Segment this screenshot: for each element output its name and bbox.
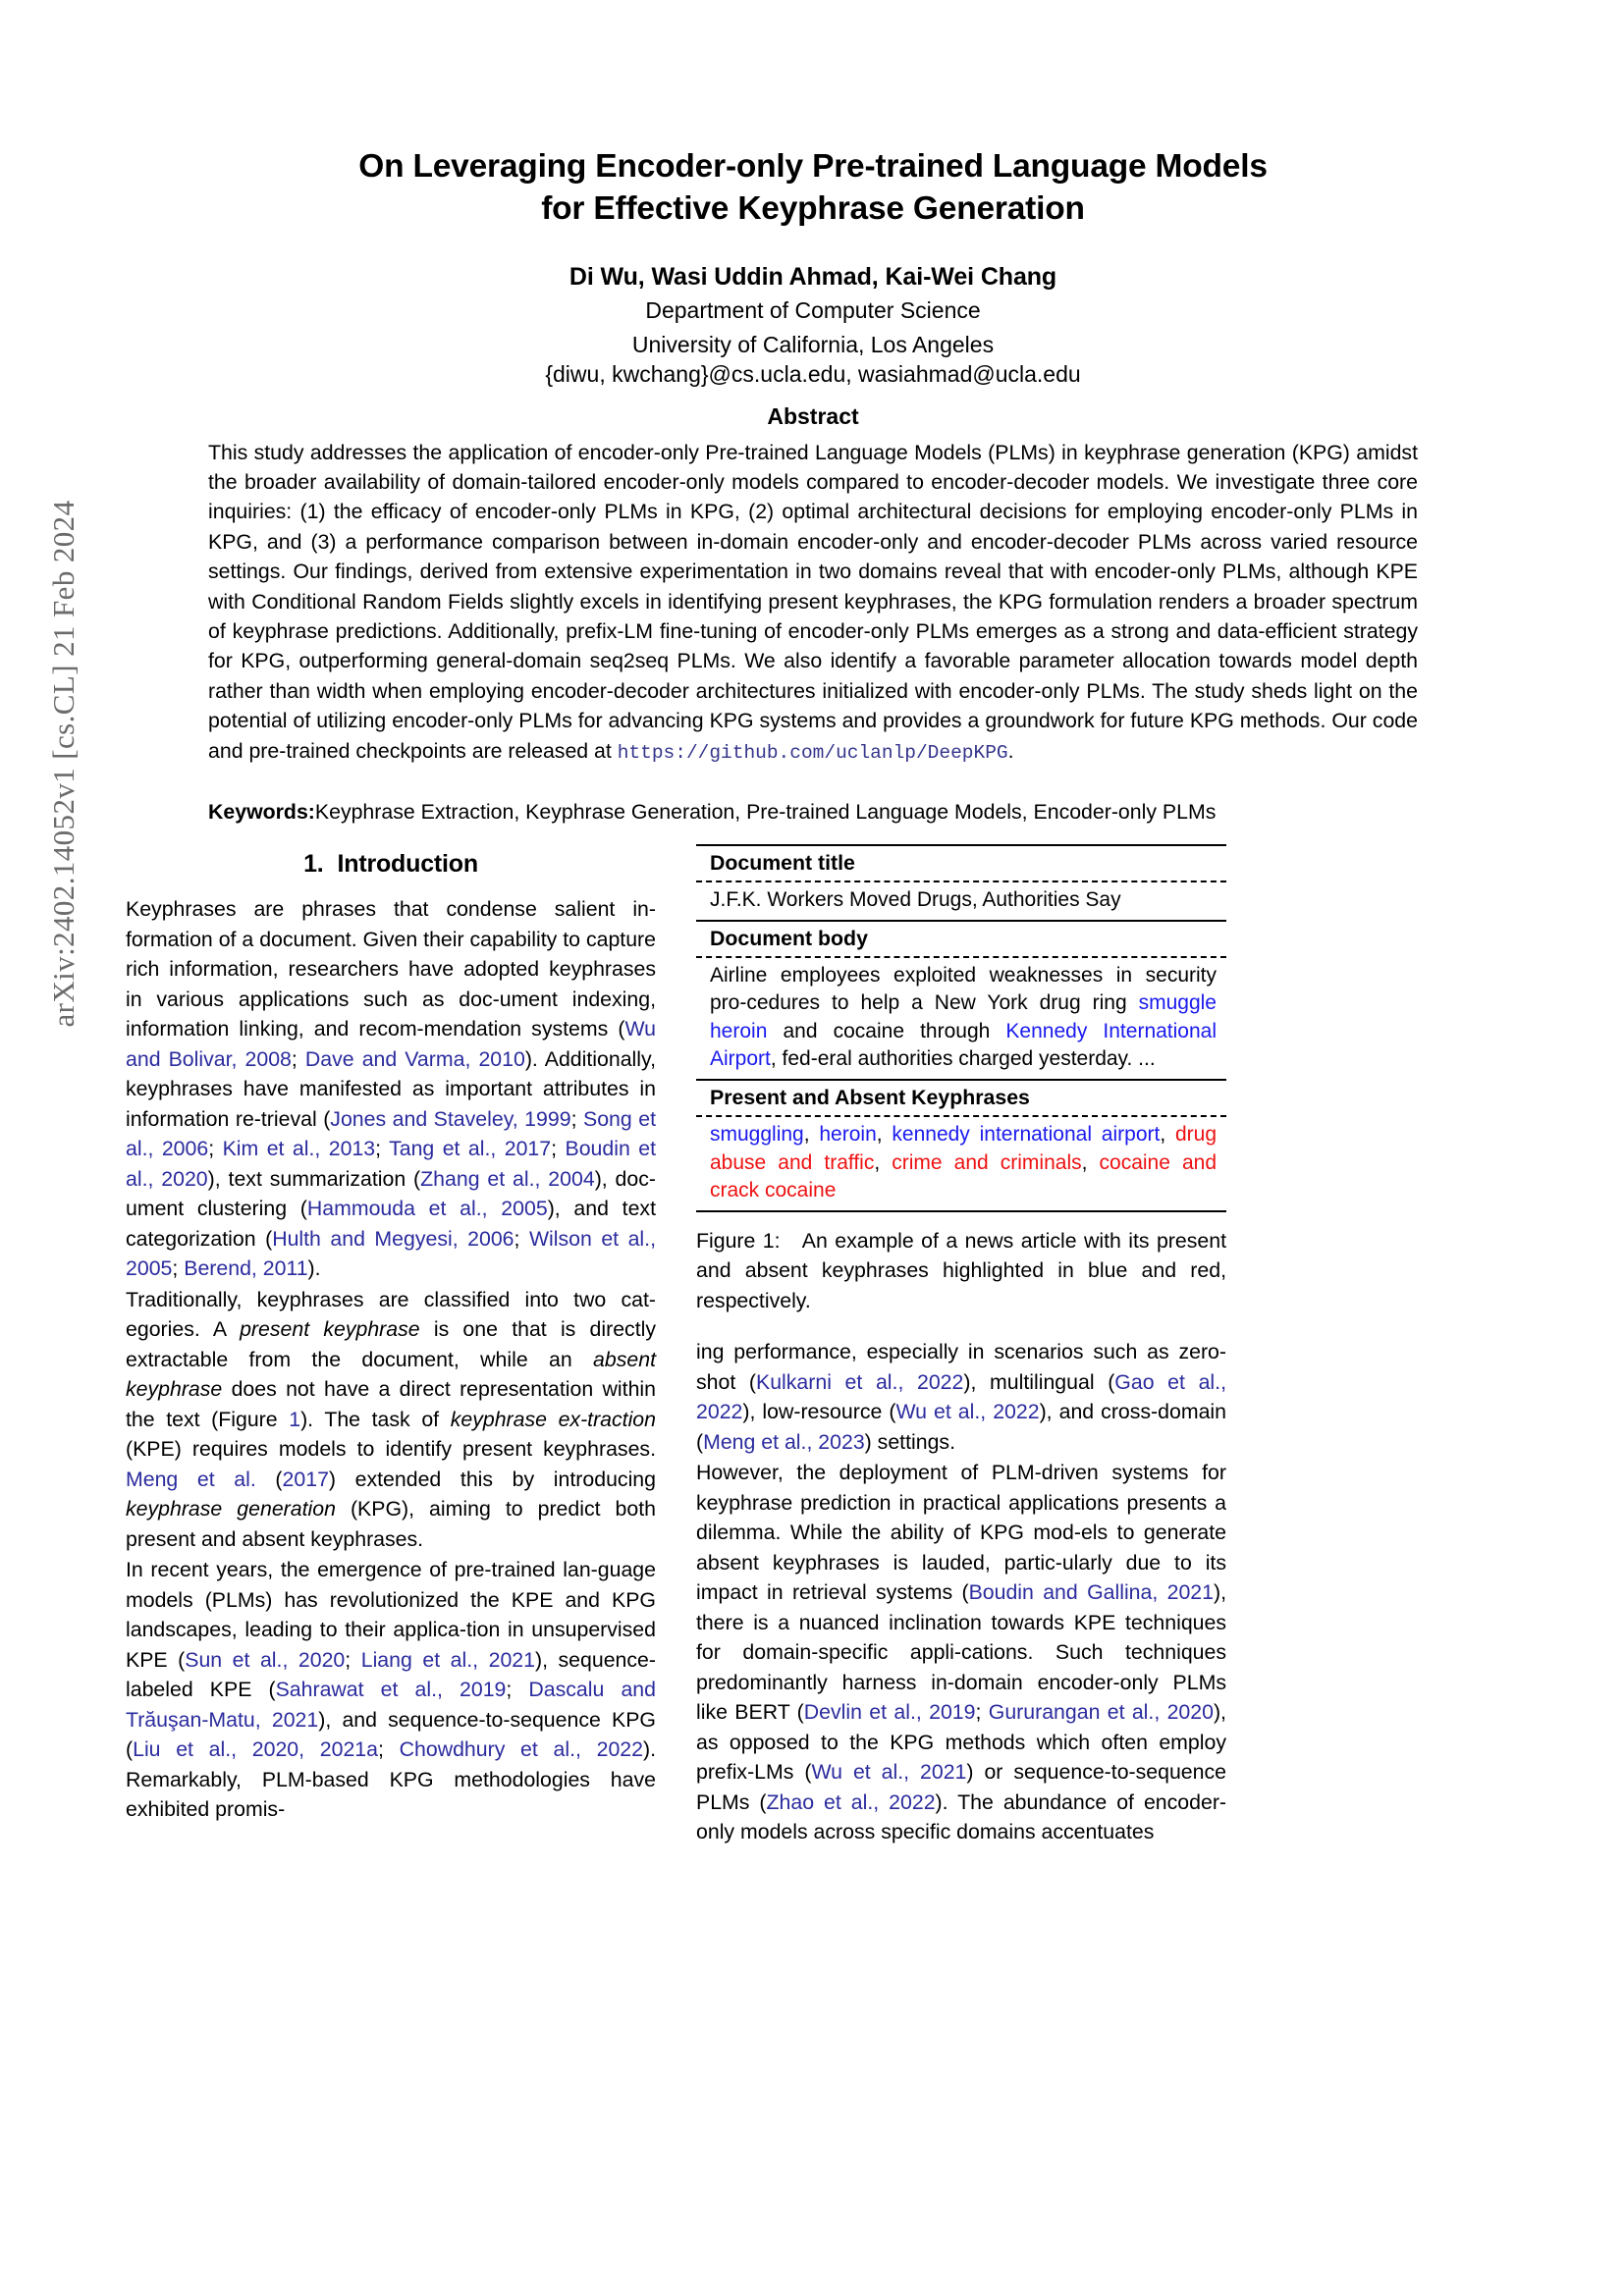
- citation-link[interactable]: 2017: [282, 1467, 329, 1491]
- body-text: does not have a direct representation within the text (Figure: [126, 1377, 656, 1431]
- section-1-heading: [126, 850, 656, 879]
- body-text: ), there is a nuanced inclination towards KPE techniques for domain-specific appli-cations. Such techniques predominantly harness in-domain encoder-only PLMs like BERT (: [696, 1580, 1227, 1725]
- body-text: ;: [291, 1046, 305, 1071]
- body-text: ing performance, especially in scenarios such as zero-shot (: [696, 1340, 1226, 1394]
- highlighted-present-keyphrase: smuggle heroin: [710, 991, 1217, 1042]
- citation-link[interactable]: Zhao et al., 2022: [766, 1789, 936, 1814]
- citation-link[interactable]: Dascalu and Trăuşan-Matu, 2021: [126, 1678, 656, 1732]
- citation-link[interactable]: Kulkarni et al., 2022: [755, 1369, 964, 1394]
- abstract-body: [208, 438, 1418, 768]
- citation-link[interactable]: Boudin and Gallina, 2021: [968, 1580, 1214, 1605]
- figure-row-header-document-title: Document title: [710, 851, 855, 875]
- body-text: (: [255, 1467, 283, 1491]
- emphasis-text: keyphrase generation: [126, 1497, 336, 1521]
- body-text: ), doc-ument clustering (: [126, 1166, 656, 1220]
- keyphrase-separator: ,: [874, 1150, 893, 1174]
- title-block: [126, 0, 1500, 390]
- figure-cell-keyphrases: [696, 1117, 1226, 1210]
- body-text: ;: [208, 1137, 223, 1160]
- keyphrase-separator: ,: [1081, 1150, 1100, 1174]
- keywords-line: [208, 797, 1418, 827]
- keyphrase-separator: ,: [1160, 1122, 1175, 1146]
- present-keyphrase: heroin: [819, 1122, 877, 1146]
- body-text: ;: [378, 1737, 400, 1761]
- citation-link[interactable]: Liang et al., 2021: [360, 1647, 535, 1672]
- emphasis-text: keyphrase ex-traction: [450, 1407, 656, 1431]
- absent-keyphrase: cocaine and crack cocaine: [710, 1150, 1217, 1202]
- left-column: [126, 844, 656, 1848]
- affiliation-university: University of California, Los Angeles: [631, 331, 995, 357]
- abstract-text-tail: .: [1007, 738, 1014, 763]
- citation-link[interactable]: Jones and Staveley, 1999: [330, 1106, 571, 1131]
- body-text: In recent years, the emergence of pre-trained lan-guage models (PLMs) has revolutionized the KPE and KPG landscapes, leading to their applica-tion in unsupervised KPE (: [126, 1558, 656, 1672]
- body-text: (KPG), aiming to predict both present and absent keyphrases.: [126, 1497, 657, 1551]
- section-1-number: 1.: [303, 850, 324, 878]
- body-text: ).: [307, 1256, 321, 1280]
- citation-link[interactable]: Song et al., 2006: [126, 1106, 656, 1160]
- body-text: ) settings.: [864, 1429, 955, 1454]
- citation-link[interactable]: Wu and Bolivar, 2008: [126, 1017, 656, 1071]
- figure-row-header-document-body: Document body: [710, 926, 868, 950]
- citation-link[interactable]: Liu et al., 2020, 2021a: [133, 1737, 378, 1761]
- figure-cell-document-title: J.F.K. Workers Moved Drugs, Authorities Say: [710, 888, 1121, 911]
- citation-link[interactable]: Meng et al.: [126, 1467, 256, 1491]
- author-emails: {diwu, kwchang}@cs.ucla.edu, wasiahmad@ucla.edu: [545, 361, 1081, 387]
- body-text: is one that is directly extractable from the document, while an: [126, 1317, 657, 1371]
- page-title: [126, 145, 1500, 230]
- figure-cell-document-body: [696, 958, 1226, 1079]
- paper-title-line-2: for Effective Keyphrase Generation: [541, 190, 1085, 227]
- citation-link[interactable]: Gururangan et al., 2020: [988, 1700, 1214, 1725]
- abstract-heading: Abstract: [767, 402, 859, 429]
- body-text: ;: [975, 1700, 989, 1725]
- citation-link[interactable]: Zhang et al., 2004: [420, 1166, 595, 1191]
- body-text: ) extended this by introducing: [328, 1467, 656, 1491]
- body-text: ). Remarkably, PLM-based KPG methodologies have exhibited promis-: [126, 1737, 656, 1821]
- body-text: ), text summarization (: [207, 1166, 421, 1191]
- emphasis-text: present keyphrase: [240, 1317, 420, 1341]
- body-text: ). Additionally, keyphrases have manifested as important attributes in information re-trieval (: [126, 1046, 656, 1131]
- body-text: ;: [506, 1678, 529, 1701]
- affiliation-department: Department of Computer Science: [645, 297, 981, 323]
- body-text: ). The task of: [300, 1407, 451, 1431]
- body-text: Traditionally, keyphrases are classified into two cat-egories. A: [126, 1287, 656, 1341]
- body-text: However, the deployment of PLM-driven systems for keyphrase prediction in practical applications presents a dilemma. While the ability of KPG mod-els to generate absent keyphrases is lauded, partic-ularly due to its impact in retrieval systems (: [696, 1461, 1226, 1605]
- right-column: [696, 844, 1226, 1848]
- present-keyphrase: kennedy international airport: [892, 1122, 1161, 1146]
- figure-caption-text: An example of a news article with its present and absent keyphrases highlighted in blue and red, respectively.: [696, 1228, 1226, 1312]
- paragraph: [696, 1458, 1226, 1847]
- section-1-title: Introduction: [337, 850, 478, 878]
- figure-row-header-keyphrases: Present and Absent Keyphrases: [710, 1085, 1030, 1109]
- paper-page: [126, 0, 1500, 2296]
- citation-link[interactable]: Chowdhury et al., 2022: [399, 1737, 643, 1761]
- citation-link[interactable]: Berend, 2011: [184, 1256, 308, 1280]
- citation-link[interactable]: Wu et al., 2022: [895, 1400, 1040, 1424]
- body-text: ;: [551, 1137, 566, 1160]
- figure-bottom-rule: [696, 1210, 1226, 1212]
- body-text: ), as opposed to the KPG methods which often employ prefix-LMs (: [696, 1700, 1226, 1785]
- citation-link[interactable]: Tang et al., 2017: [389, 1137, 552, 1160]
- citation-link[interactable]: 1: [289, 1407, 301, 1431]
- citation-link[interactable]: Gao et al., 2022: [696, 1369, 1226, 1424]
- figure-1-caption: [696, 1226, 1226, 1316]
- citation-link[interactable]: Meng et al., 2023: [703, 1429, 865, 1454]
- body-text: ;: [514, 1226, 529, 1251]
- emphasis-text: absent keyphrase: [126, 1347, 656, 1401]
- citation-link[interactable]: Kim et al., 2013: [222, 1137, 376, 1160]
- github-url-link[interactable]: https://github.com/uclanlp/DeepKPG: [617, 741, 1008, 764]
- body-text: ;: [172, 1256, 185, 1280]
- paragraph: [126, 894, 656, 1284]
- body-text: ), and text categorization (: [126, 1197, 657, 1251]
- keywords-label: Keywords:: [208, 799, 315, 824]
- document-body-text: and cocaine through: [767, 1019, 1006, 1042]
- keywords-value: Keyphrase Extraction, Keyphrase Generation, Pre-trained Language Models, Encoder-only PLMs: [314, 799, 1217, 824]
- citation-link[interactable]: Sun et al., 2020: [185, 1647, 346, 1672]
- abstract-text: This study addresses the application of encoder-only Pre-trained Language Models (PLMs) in keyphrase generation (KPG) amidst the broader availability of domain-tailored encoder-only models compared to encoder-decoder models. We investigate three core inquiries: (1) the efficacy of encoder-only PLMs in KPG, (2) optimal architectural decisions for employing encoder-only PLMs in KPG, and (3) a performance comparison between in-domain encoder-only and encoder-decoder PLMs across varied resource settings. Our findings, derived from extensive experimentation in two domains reveal that with encoder-only PLMs, although KPE with Conditional Random Fields slightly excels in identifying present keyphrases, the KPG formulation renders a broader spectrum of keyphrase predictions. Additionally, prefix-LM fine-tuning of encoder-only PLMs emerges as a strong and data-efficient strategy for KPG, outperforming general-domain seq2seq PLMs. We also identify a favorable parameter allocation towards model depth rather than width when employing encoder-decoder architectures initialized with encoder-only PLMs. The study sheds light on the potential of utilizing encoder-only PLMs for advancing KPG systems and provides a groundwork for future KPG methods. Our code and pre-trained checkpoints are released at: [208, 440, 1418, 763]
- paper-title-line-1: On Leveraging Encoder-only Pre-trained Language Models: [358, 148, 1268, 185]
- left-column-paragraphs: [126, 894, 656, 1825]
- body-text: ;: [375, 1137, 390, 1160]
- figure-1-table: [696, 844, 1226, 1212]
- citation-link[interactable]: Sahrawat et al., 2019: [275, 1678, 507, 1701]
- citation-link[interactable]: Dave and Varma, 2010: [304, 1046, 525, 1071]
- body-text: ) or sequence-to-sequence PLMs (: [696, 1760, 1226, 1814]
- body-text: (KPE) requires models to identify present keyphrases.: [126, 1437, 656, 1461]
- absent-keyphrase: drug abuse and traffic: [710, 1122, 1218, 1174]
- present-keyphrase: smuggling: [710, 1122, 804, 1146]
- right-column-paragraphs: [696, 1337, 1226, 1847]
- document-body-text: Airline employees exploited weaknesses in security pro-cedures to help a New York drug ring: [710, 963, 1217, 1015]
- keyphrase-separator: ,: [803, 1122, 820, 1146]
- citation-link[interactable]: Boudin et al., 2020: [126, 1137, 656, 1191]
- figure-caption-label: Figure 1:: [696, 1228, 781, 1253]
- citation-link[interactable]: Hulth and Megyesi, 2006: [272, 1226, 514, 1251]
- keyphrase-separator: ,: [876, 1122, 893, 1146]
- body-text: ), sequence-labeled KPE (: [126, 1647, 656, 1701]
- arxiv-stamp: arXiv:2402.14052v1 [cs.CL] 21 Feb 2024: [46, 500, 81, 1028]
- document-body-text: , fed-eral authorities charged yesterday. ...: [770, 1047, 1156, 1071]
- citation-link[interactable]: Devlin et al., 2019: [803, 1700, 976, 1725]
- paragraph: [696, 1337, 1226, 1457]
- body-text: ), low-resource (: [742, 1400, 896, 1424]
- body-text: ), and sequence-to-sequence KPG (: [126, 1707, 656, 1761]
- paragraph: [126, 1285, 656, 1555]
- body-text: ). The abundance of encoder-only models across specific domains accentuates: [696, 1789, 1226, 1844]
- paragraph: [126, 1555, 656, 1825]
- body-text: ), multilingual (: [963, 1369, 1115, 1394]
- citation-link[interactable]: Wilson et al., 2005: [126, 1226, 656, 1280]
- author-list: Di Wu, Wasi Uddin Ahmad, Kai-Wei Chang: [568, 263, 1057, 291]
- body-text: ;: [345, 1647, 361, 1672]
- two-column-body: [126, 844, 1500, 1848]
- body-text: Keyphrases are phrases that condense salient in-formation of a document. Given their capability to capture rich information, researchers have adopted keyphrases in various applications such as doc-ument indexing, information linking, and recom-mendation systems (: [126, 897, 656, 1041]
- citation-link[interactable]: Wu et al., 2021: [811, 1760, 967, 1785]
- highlighted-present-keyphrase: Kennedy International Airport: [710, 1019, 1218, 1071]
- absent-keyphrase: crime and criminals: [892, 1150, 1082, 1174]
- body-text: ;: [570, 1106, 583, 1131]
- body-text: ), and cross-domain (: [696, 1400, 1226, 1454]
- citation-link[interactable]: Hammouda et al., 2005: [306, 1197, 548, 1220]
